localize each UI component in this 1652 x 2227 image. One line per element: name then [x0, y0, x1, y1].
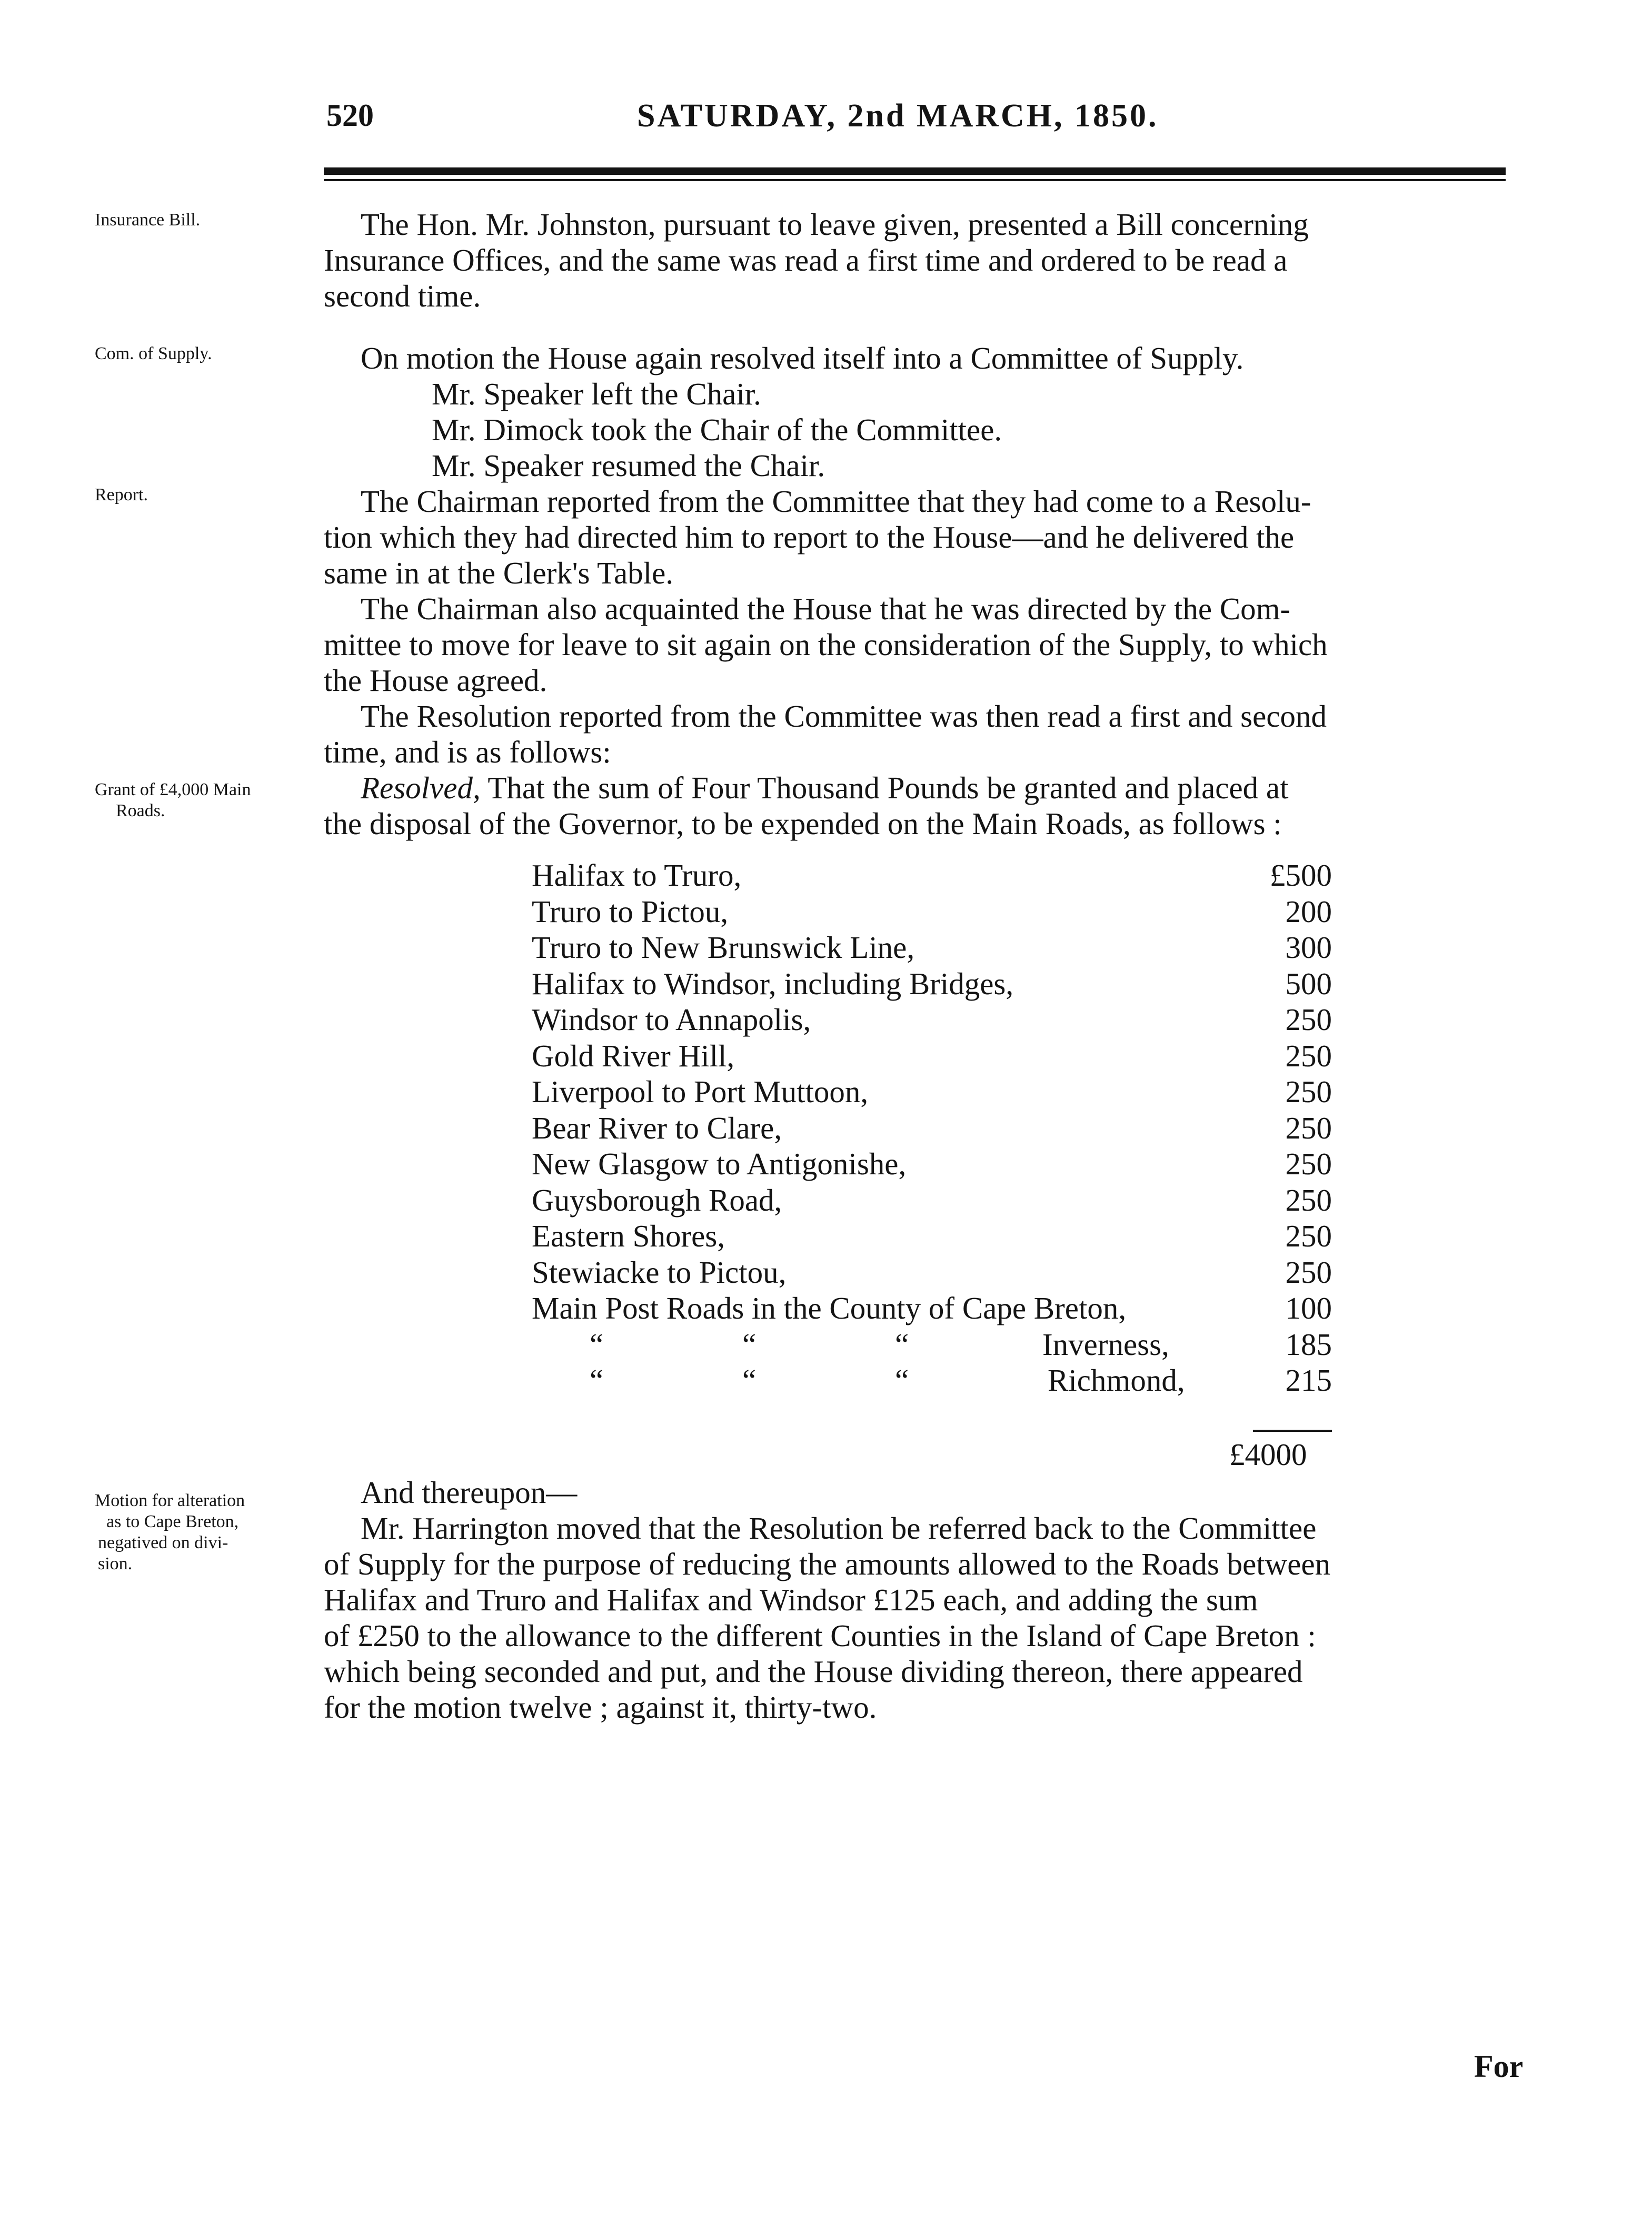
text-line: The Hon. Mr. Johnston, pursuant to leave given, presented a Bill concerning: [361, 207, 1309, 242]
road-name: Halifax to Windsor, including Bridges,: [532, 966, 1014, 1001]
paragraph-resolved: [324, 770, 1527, 842]
margin-note-grant: [95, 779, 251, 821]
margin-note-grant-line: Roads.: [116, 801, 165, 820]
margin-note-motion-line: Motion for alteration: [95, 1491, 245, 1510]
text-line: Mr. Harrington moved that the Resolution be referred back to the Committee: [361, 1511, 1317, 1546]
margin-note-supply: Com. of Supply.: [95, 344, 212, 363]
road-name: Truro to New Brunswick Line,: [532, 930, 915, 965]
table-row: [532, 1146, 1332, 1182]
margin-note-report: Report.: [95, 485, 148, 504]
road-name: Truro to Pictou,: [532, 894, 729, 929]
margin-note-motion: [95, 1490, 245, 1575]
margin-note-motion-line: sion.: [98, 1554, 133, 1573]
text-line: Mr. Dimock took the Chair of the Committee.: [432, 412, 1002, 447]
road-amount: 200: [1285, 894, 1332, 929]
road-name: Main Post Roads in the County of Cape Breton,: [532, 1291, 1127, 1325]
road-amount: 100: [1285, 1291, 1332, 1325]
road-name: Halifax to Truro,: [532, 858, 742, 893]
road-name: Liverpool to Port Muttoon,: [532, 1074, 869, 1109]
paragraph-harrington-motion: [324, 1510, 1527, 1725]
county-name: Inverness,: [1042, 1327, 1169, 1362]
margin-note-motion-line: as to Cape Breton,: [106, 1512, 239, 1531]
text-line: Mr. Speaker left the Chair.: [432, 377, 761, 411]
table-row: [532, 929, 1332, 966]
road-amount: 250: [1285, 1219, 1332, 1253]
margin-note-motion-line: negatived on divi-: [98, 1533, 228, 1552]
table-row: [532, 1290, 1332, 1327]
text-line: same in at the Clerk's Table.: [324, 556, 674, 590]
margin-note-insurance: Insurance Bill.: [95, 210, 201, 230]
ditto-mark: “: [590, 1327, 604, 1362]
table-row: [532, 1002, 1332, 1038]
page-number: 520: [326, 98, 374, 133]
header-rule-thick: [324, 167, 1506, 175]
road-amount: 250: [1285, 1146, 1332, 1181]
text-line: And thereupon—: [361, 1475, 578, 1510]
table-row: [532, 1074, 1332, 1110]
resolved-text: That the sum of Four Thousand Pounds be granted and placed at: [480, 770, 1289, 805]
road-name: Windsor to Annapolis,: [532, 1002, 811, 1037]
margin-note-grant-line: Grant of £4,000 Main: [95, 780, 251, 799]
road-amount: 185: [1285, 1327, 1332, 1362]
road-amount: 250: [1285, 1254, 1332, 1290]
text-line: The Chairman reported from the Committee that they had come to a Resolu-: [361, 484, 1311, 519]
text-line: tion which they had directed him to report to the House—and he delivered the: [324, 520, 1295, 555]
speaker-lines: [432, 376, 1002, 483]
paragraph-resolution-read: [324, 698, 1527, 770]
ditto-mark: “: [742, 1363, 757, 1398]
text-line: for the motion twelve ; against it, thirty-two.: [324, 1690, 877, 1725]
running-head: SATURDAY, 2nd MARCH, 1850.: [637, 98, 1159, 134]
road-name: Stewiacke to Pictou,: [532, 1254, 787, 1290]
text-line: Mr. Speaker resumed the Chair.: [432, 448, 825, 483]
road-amount: 250: [1285, 1038, 1332, 1073]
text-line: Halifax and Truro and Halifax and Windsor £125 each, and adding the sum: [324, 1582, 1258, 1617]
resolved-word: Resolved,: [361, 770, 481, 805]
text-line: of Supply for the purpose of reducing the amounts allowed to the Roads between: [324, 1547, 1331, 1581]
table-row: [532, 857, 1332, 894]
text-line: The Resolution reported from the Committee was then read a first and second: [361, 699, 1327, 734]
road-name: Eastern Shores,: [532, 1219, 725, 1253]
text-line: Insurance Offices, and the same was read a first time and ordered to be read a: [324, 243, 1288, 278]
text-line: mittee to move for leave to sit again on the consideration of the Supply, to which: [324, 627, 1328, 662]
text-line: which being seconded and put, and the House dividing thereon, there appeared: [324, 1654, 1303, 1689]
road-name: Guysborough Road,: [532, 1182, 782, 1218]
catchword: For: [1474, 2049, 1524, 2084]
ditto-mark: “: [742, 1327, 757, 1362]
roads-table: [532, 857, 1332, 1399]
table-row: [532, 1254, 1332, 1291]
road-amount: 250: [1285, 1182, 1332, 1218]
paragraph-thereupon: [324, 1474, 1527, 1510]
county-name: Richmond,: [1048, 1363, 1185, 1398]
road-amount: 500: [1285, 966, 1332, 1001]
paragraph-insurance-bill: [324, 206, 1527, 314]
total-rule: [1253, 1430, 1332, 1432]
road-amount: 250: [1285, 1074, 1332, 1109]
table-row: [532, 1038, 1332, 1074]
ditto-mark: “: [895, 1327, 909, 1362]
text-line: [324, 770, 1527, 806]
paragraph-chairman-report: [324, 483, 1527, 591]
road-amount: 215: [1285, 1363, 1332, 1398]
road-name: Gold River Hill,: [532, 1038, 735, 1073]
ditto-mark: “: [895, 1363, 909, 1398]
road-name: Bear River to Clare,: [532, 1110, 782, 1145]
road-amount: 250: [1285, 1110, 1332, 1145]
road-amount: 300: [1285, 930, 1332, 965]
table-row-ditto: [532, 1327, 1332, 1363]
table-row-ditto: [532, 1362, 1332, 1399]
paragraph-committee-of-supply: [324, 340, 1527, 376]
table-row: [532, 966, 1332, 1002]
table-row: [532, 1182, 1332, 1219]
text-line: the disposal of the Governor, to be expended on the Main Roads, as follows :: [324, 806, 1282, 841]
total-amount: £4000: [1229, 1437, 1307, 1472]
table-row: [532, 1218, 1332, 1254]
text-line: time, and is as follows:: [324, 735, 611, 769]
road-amount: £500: [1270, 858, 1332, 893]
road-name: New Glasgow to Antigonishe,: [532, 1146, 907, 1181]
road-amount: 250: [1285, 1002, 1332, 1037]
text-line: the House agreed.: [324, 663, 548, 698]
text-line: of £250 to the allowance to the different Counties in the Island of Cape Breton :: [324, 1618, 1316, 1653]
table-row: [532, 894, 1332, 930]
header-rule-thin: [324, 179, 1506, 181]
text-line: On motion the House again resolved itself into a Committee of Supply.: [361, 341, 1244, 375]
table-row: [532, 1110, 1332, 1146]
text-line: The Chairman also acquainted the House that he was directed by the Com-: [361, 591, 1291, 626]
text-line: second time.: [324, 279, 481, 313]
paragraph-chairman-acquainted: [324, 591, 1527, 698]
ditto-mark: “: [590, 1363, 604, 1398]
